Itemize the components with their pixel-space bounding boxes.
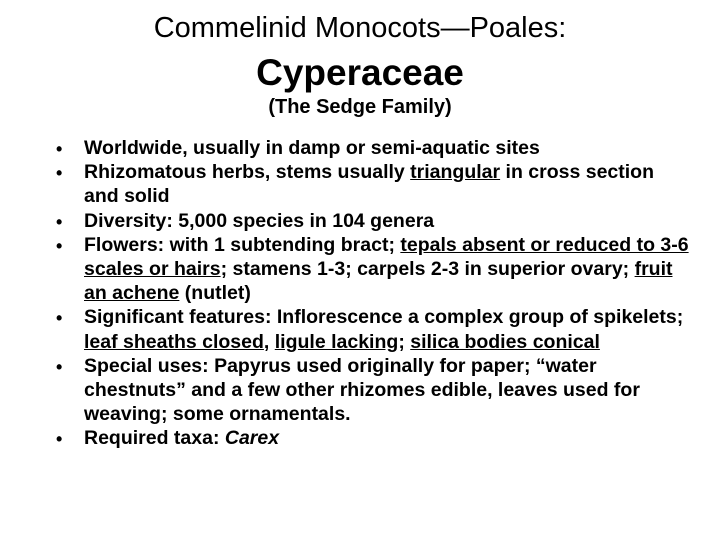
bullet-icon: • bbox=[56, 139, 63, 159]
bullet-text: Special uses: Papyrus used originally for paper; “water chestnuts” and a few other rhizomes edible, leaves used for weaving; some ornamentals. bbox=[84, 354, 640, 426]
bullet-text: Diversity: 5,000 species in 104 genera bbox=[84, 209, 435, 232]
slide-title-family: Cyperaceae bbox=[256, 52, 464, 93]
bullet-text-underlined: leaf sheaths closed bbox=[84, 330, 264, 353]
bullet-icon: • bbox=[56, 308, 63, 329]
bullet-text: Required taxa: bbox=[84, 427, 225, 450]
bullet-text: ; bbox=[398, 330, 411, 353]
bullet-item-habit bbox=[50, 160, 690, 208]
bullet-text-underlined: tepals absent or reduced to 3-6 scales or hairs bbox=[84, 233, 689, 281]
bullet-item-features bbox=[50, 305, 690, 353]
slide-title-line1: Commelinid Monocots—Poales: bbox=[153, 12, 567, 44]
bullet-item-uses bbox=[50, 354, 690, 427]
slide-subtitle: (The Sedge Family) bbox=[268, 96, 452, 118]
bullet-icon: • bbox=[56, 163, 63, 184]
bullet-text: Worldwide, usually in damp or semi-aquatic sites bbox=[84, 137, 540, 159]
bullet-text-underlined: fruit an achene bbox=[84, 258, 673, 305]
bullet-icon: • bbox=[56, 235, 63, 256]
bullet-text: in cross section and solid bbox=[84, 161, 654, 208]
bullet-item-diversity bbox=[50, 209, 690, 233]
bullet-item-distribution bbox=[50, 136, 690, 160]
bullet-text: Significant features: Inflorescence a complex group of spikelets; bbox=[84, 306, 684, 329]
bullet-item-flowers bbox=[50, 233, 690, 306]
bullet-item-taxa bbox=[50, 426, 690, 450]
bullet-text: , bbox=[263, 330, 275, 353]
bullet-text-underlined: triangular bbox=[410, 161, 501, 184]
bullet-text-underlined: silica bodies conical bbox=[410, 330, 600, 353]
bullet-icon: • bbox=[56, 211, 63, 232]
bullet-icon: • bbox=[56, 356, 63, 377]
bullet-text: (nutlet) bbox=[179, 282, 251, 305]
bullet-text: ; stamens 1-3; carpels 2-3 in superior ovary; bbox=[220, 258, 635, 281]
bullet-list bbox=[50, 136, 690, 451]
bullet-text: Rhizomatous herbs, stems usually bbox=[84, 161, 411, 184]
bullet-text: Flowers: with 1 subtending bract; bbox=[84, 233, 401, 256]
bullet-icon: • bbox=[56, 429, 63, 450]
bullet-text-italic: Carex bbox=[224, 427, 280, 450]
bullet-text-underlined: ligule lacking bbox=[274, 330, 399, 353]
